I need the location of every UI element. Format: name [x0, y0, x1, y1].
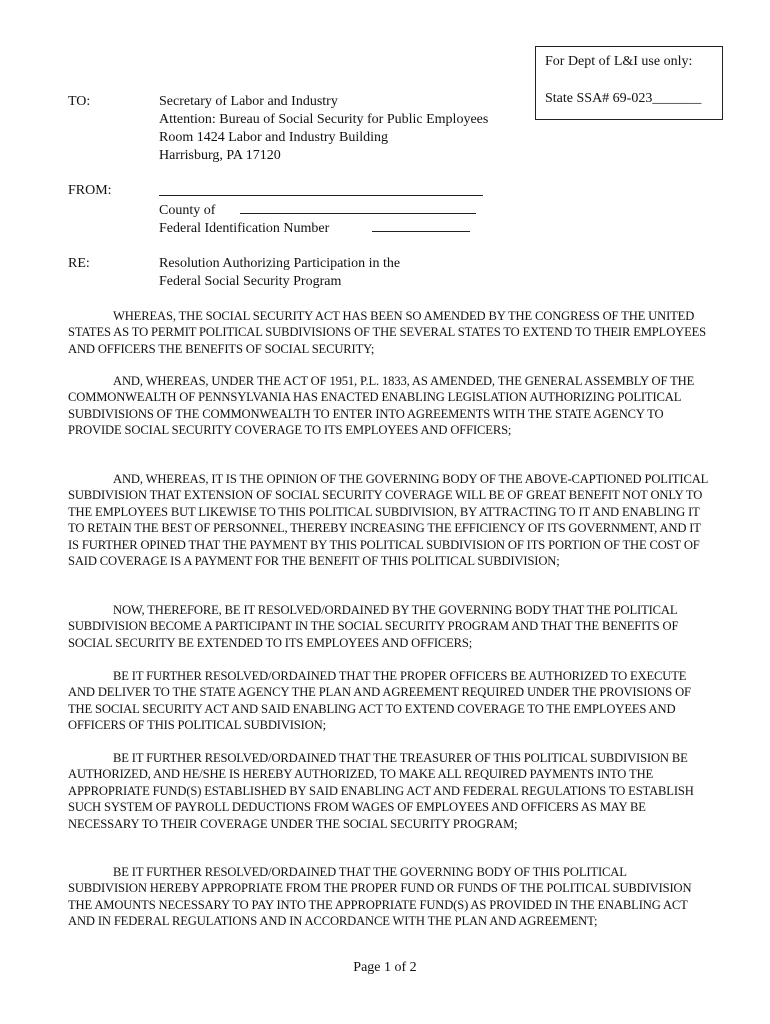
to-line-2: Attention: Bureau of Social Security for Public Employees — [159, 112, 489, 127]
re-line-1: Resolution Authorizing Participation in the — [159, 256, 401, 271]
office-use-label: For Dept of L&I use only: — [545, 54, 693, 69]
fein-blank[interactable] — [372, 218, 470, 232]
paragraph-7: BE IT FURTHER RESOLVED/ORDAINED THAT THE GOVERNING BODY OF THIS POLITICAL SUBDIVISION HEREBY APPROPRIATE FROM THE PROPER FUND OR FUNDS OF THE POLITICAL SUBDIVISION THE AMOUNTS NECESSARY TO PAY INTO THE APPROPRIATE FUND(S) AS PROVIDED IN THE ENABLING ACT AND IN FEDERAL REGULATIONS AND IN ACCORDANCE WITH THE PLAN AND AGREEMENT; — [68, 865, 692, 929]
county-blank[interactable] — [240, 200, 476, 214]
from-fein-row — [159, 218, 470, 238]
to-line-3: Room 1424 Labor and Industry Building — [159, 130, 389, 145]
paragraph-1: WHEREAS, THE SOCIAL SECURITY ACT HAS BEEN SO AMENDED BY THE CONGRESS OF THE UNITED STATES AS TO PERMIT POLITICAL SUBDIVISIONS OF THE SEVERAL STATES TO EXTEND TO THEIR EMPLOYEES AND OFFICERS THE BENEFITS OF SOCIAL SECURITY; — [68, 309, 707, 356]
county-label: County of — [159, 203, 216, 218]
re-label: RE: — [68, 256, 90, 271]
fein-label: Federal Identification Number — [159, 221, 330, 236]
paragraph-5: BE IT FURTHER RESOLVED/ORDAINED THAT THE PROPER OFFICERS BE AUTHORIZED TO EXECUTE AND DELIVER TO THE STATE AGENCY THE PLAN AND AGREEMENT REQUIRED UNDER THE PROVISIONS OF THE SOCIAL SECURITY ACT AND SAID ENABLING ACT TO EXTEND COVERAGE TO THE EMPLOYEES AND OFFICERS OF THIS POLITICAL SUBDIVISION; — [68, 669, 691, 733]
paragraph-4: NOW, THEREFORE, BE IT RESOLVED/ORDAINED BY THE GOVERNING BODY THAT THE POLITICAL SUBDIVISION BECOME A PARTICIPANT IN THE SOCIAL SECURITY PROGRAM AND THAT THE BENEFITS OF SOCIAL SECURITY BE EXTENDED TO ITS EMPLOYEES AND OFFICERS; — [68, 603, 679, 650]
to-line-4: Harrisburg, PA 17120 — [159, 148, 281, 163]
paragraph-6: BE IT FURTHER RESOLVED/ORDAINED THAT THE TREASURER OF THIS POLITICAL SUBDIVISION BE AUTHORIZED, AND HE/SHE IS HEREBY AUTHORIZED, TO MAKE ALL REQUIRED PAYMENTS INTO THE APPROPRIATE FUND(S) ESTABLISHED BY SAID ENABLING ACT AND FEDERAL REGULATIONS TO ESTABLISH SUCH SYSTEM OF PAYROLL DEDUCTIONS FROM WAGES OF EMPLOYEES AND OFFICERS AS MAY BE NECESSARY TO THEIR COVERAGE UNDER THE SOCIAL SECURITY PROGRAM; — [68, 751, 694, 831]
to-line-1: Secretary of Labor and Industry — [159, 94, 338, 109]
from-name-line[interactable] — [159, 182, 483, 202]
page-number: Page 1 of 2 — [353, 960, 417, 975]
to-label: TO: — [68, 94, 91, 109]
state-ssa-number: State SSA# 69-023_______ — [545, 91, 702, 106]
office-use-box — [535, 46, 723, 120]
paragraph-3: AND, WHEREAS, IT IS THE OPINION OF THE GOVERNING BODY OF THE ABOVE-CAPTIONED POLITICAL SUBDIVISION THAT EXTENSION OF SOCIAL SECURITY COVERAGE WILL BE OF GREAT BENEFIT NOT ONLY TO THE EMPLOYEES BUT LIKEWISE TO THIS POLITICAL SUBDIVISION, BY ATTRACTING TO IT AND ENABLING IT TO RETAIN THE BEST OF PERSONNEL, THEREBY INCREASING THE EFFICIENCY OF ITS GOVERNMENT, AND IT IS FURTHER OPINED THAT THE PAYMENT BY THIS POLITICAL SUBDIVISION OF ITS PORTION OF THE COST OF SAID COVERAGE IS A PAYMENT FOR THE BENEFIT OF THIS POLITICAL SUBDIVISION; — [68, 472, 708, 569]
from-label: FROM: — [68, 183, 112, 198]
paragraph-2: AND, WHEREAS, UNDER THE ACT OF 1951, P.L. 1833, AS AMENDED, THE GENERAL ASSEMBLY OF THE COMMONWEALTH OF PENNSYLVANIA HAS ENACTED ENABLING LEGISLATION AUTHORIZING POLITICAL SUBDIVISIONS OF THE COMMONWEALTH TO ENTER INTO AGREEMENTS WITH THE STATE AGENCY TO PROVIDE SOCIAL SECURITY COVERAGE TO ITS EMPLOYEES AND OFFICERS; — [68, 374, 695, 438]
re-line-2: Federal Social Security Program — [159, 274, 342, 289]
from-county-row — [159, 200, 476, 220]
